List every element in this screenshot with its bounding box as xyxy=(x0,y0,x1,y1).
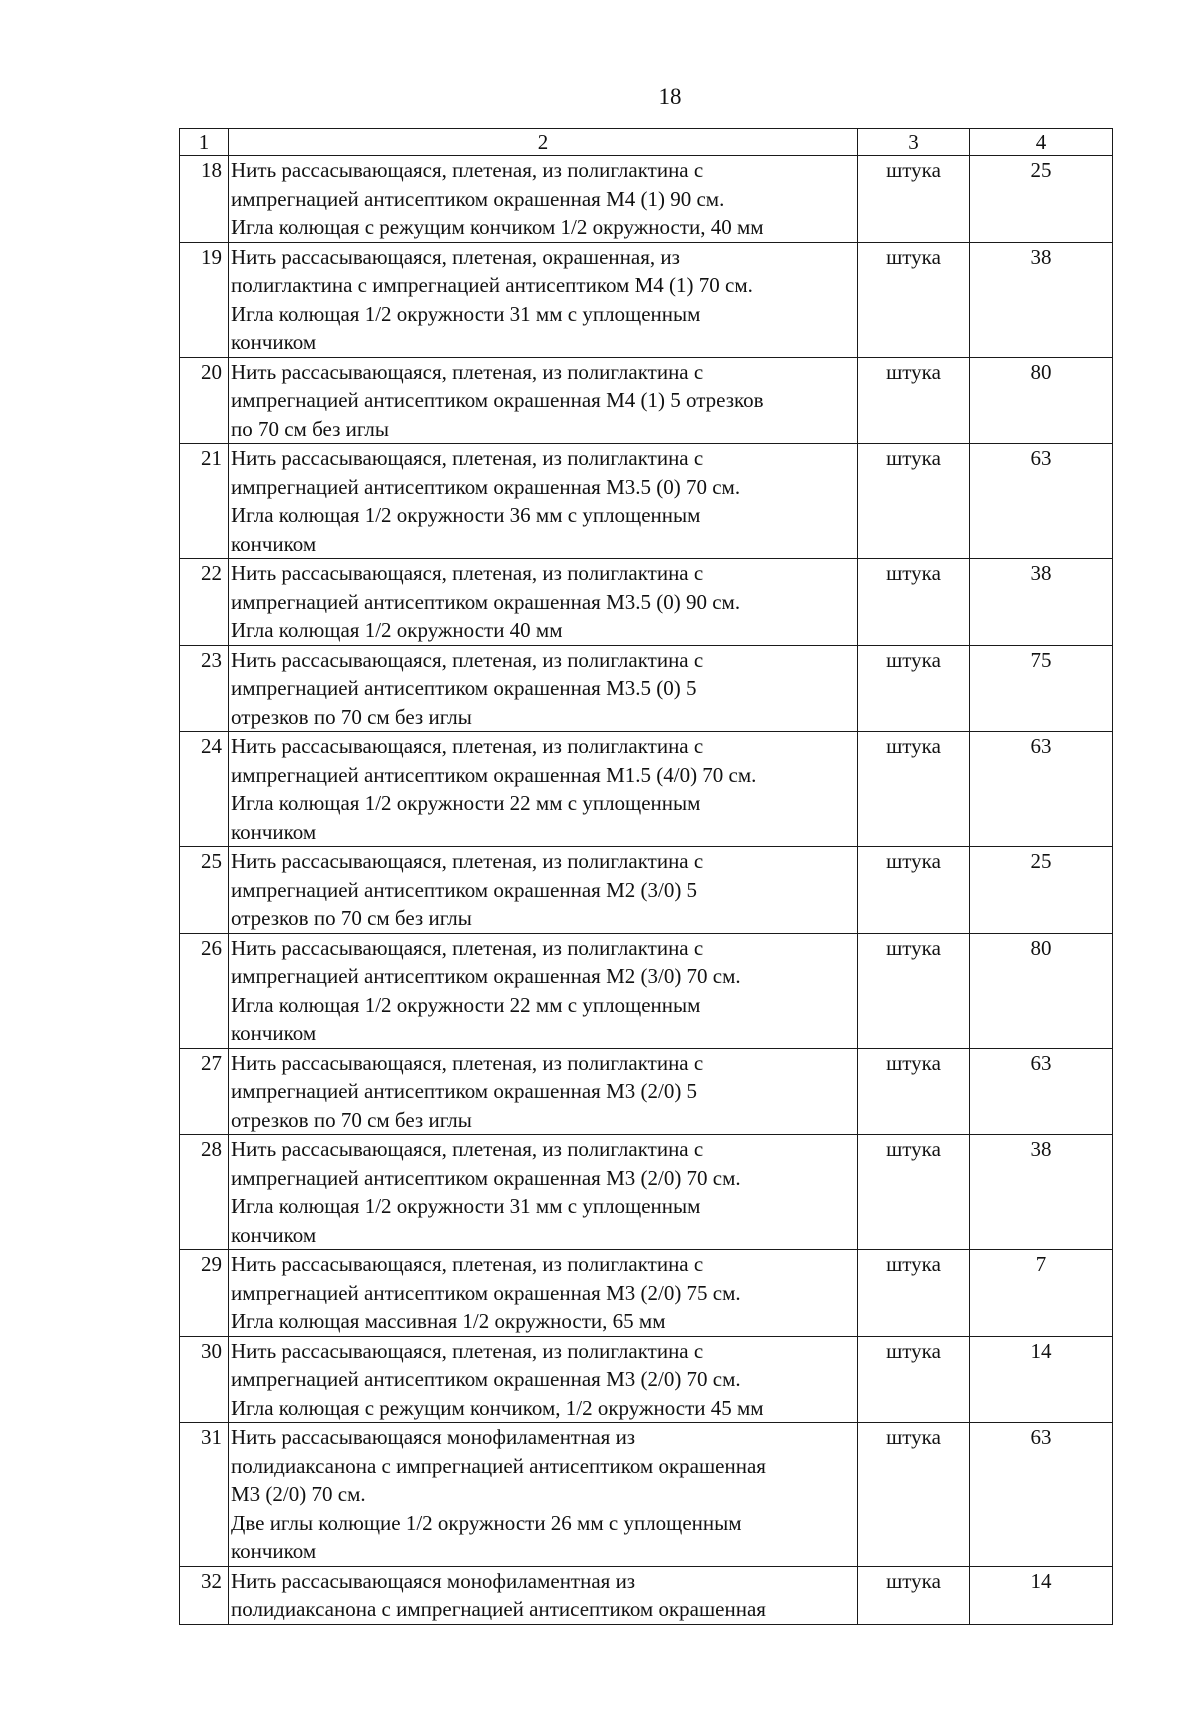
row-number-cell: 27 xyxy=(180,1048,229,1135)
table-row xyxy=(180,1048,1113,1135)
row-unit-cell: штука xyxy=(858,1135,970,1250)
row-description-cell: Нить рассасывающаяся, плетеная, из полиглактина с импрегнацией антисептиком окрашенная М3.5 (0) 70 см. Игла колющая 1/2 окружности 36 мм с уплощенным кончиком xyxy=(229,444,858,559)
table-row xyxy=(180,559,1113,646)
page-number: 18 xyxy=(658,84,682,109)
row-description-cell: Нить рассасывающаяся, плетеная, из полиглактина с импрегнацией антисептиком окрашенная М4 (1) 5 отрезков по 70 см без иглы xyxy=(229,357,858,444)
table-row xyxy=(180,847,1113,934)
row-unit-cell: штука xyxy=(858,357,970,444)
row-unit-cell: штука xyxy=(858,1336,970,1423)
row-unit-cell: штука xyxy=(858,1048,970,1135)
row-description-cell: Нить рассасывающаяся, плетеная, из полиглактина с импрегнацией антисептиком окрашенная М3 (2/0) 70 см. Игла колющая 1/2 окружности 31 мм с уплощенным кончиком xyxy=(229,1135,858,1250)
row-number-cell: 18 xyxy=(180,156,229,243)
row-quantity-cell: 14 xyxy=(970,1566,1113,1624)
row-unit-cell: штука xyxy=(858,645,970,732)
row-quantity-cell: 80 xyxy=(970,357,1113,444)
column-header-number: 1 xyxy=(180,129,229,156)
row-description-cell: Нить рассасывающаяся монофиламентная из полидиаксанона с импрегнацией антисептиком окрашенная М3 (2/0) 70 см. Две иглы колющие 1/2 окружности 26 мм с уплощенным кончиком xyxy=(229,1423,858,1567)
row-unit-cell: штука xyxy=(858,559,970,646)
row-description-cell: Нить рассасывающаяся, плетеная, из полиглактина с импрегнацией антисептиком окрашенная М2 (3/0) 5 отрезков по 70 см без иглы xyxy=(229,847,858,934)
row-quantity-cell: 80 xyxy=(970,933,1113,1048)
row-description-cell: Нить рассасывающаяся, плетеная, из полиглактина с импрегнацией антисептиком окрашенная М3 (2/0) 70 см. Игла колющая с режущим кончиком, 1/2 окружности 45 мм xyxy=(229,1336,858,1423)
row-unit-cell: штука xyxy=(858,1423,970,1567)
row-number-cell: 28 xyxy=(180,1135,229,1250)
column-header-description: 2 xyxy=(229,129,858,156)
table-row xyxy=(180,242,1113,357)
row-description-cell: Нить рассасывающаяся, плетеная, из полиглактина с импрегнацией антисептиком окрашенная М2 (3/0) 70 см. Игла колющая 1/2 окружности 22 мм с уплощенным кончиком xyxy=(229,933,858,1048)
row-unit-cell: штука xyxy=(858,242,970,357)
row-description-cell: Нить рассасывающаяся монофиламентная из полидиаксанона с импрегнацией антисептиком окрашенная xyxy=(229,1566,858,1624)
table-row xyxy=(180,1423,1113,1567)
specification-table xyxy=(179,128,1113,1625)
row-quantity-cell: 63 xyxy=(970,1048,1113,1135)
row-number-cell: 31 xyxy=(180,1423,229,1567)
row-number-cell: 20 xyxy=(180,357,229,444)
row-description-cell: Нить рассасывающаяся, плетеная, из полиглактина с импрегнацией антисептиком окрашенная М3 (2/0) 5 отрезков по 70 см без иглы xyxy=(229,1048,858,1135)
column-header-unit: 3 xyxy=(858,129,970,156)
row-quantity-cell: 14 xyxy=(970,1336,1113,1423)
row-number-cell: 26 xyxy=(180,933,229,1048)
row-number-cell: 32 xyxy=(180,1566,229,1624)
table-row xyxy=(180,1250,1113,1337)
row-description-cell: Нить рассасывающаяся, плетеная, из полиглактина с импрегнацией антисептиком окрашенная М3.5 (0) 5 отрезков по 70 см без иглы xyxy=(229,645,858,732)
row-description-cell: Нить рассасывающаяся, плетеная, из полиглактина с импрегнацией антисептиком окрашенная М1.5 (4/0) 70 см. Игла колющая 1/2 окружности 22 мм с уплощенным кончиком xyxy=(229,732,858,847)
row-description-cell: Нить рассасывающаяся, плетеная, окрашенная, из полиглактина с импрегнацией антисептиком М4 (1) 70 см. Игла колющая 1/2 окружности 31 мм с уплощенным кончиком xyxy=(229,242,858,357)
row-quantity-cell: 25 xyxy=(970,156,1113,243)
table-row xyxy=(180,1135,1113,1250)
row-quantity-cell: 7 xyxy=(970,1250,1113,1337)
row-quantity-cell: 63 xyxy=(970,1423,1113,1567)
table-row xyxy=(180,1336,1113,1423)
row-unit-cell: штука xyxy=(858,1566,970,1624)
row-unit-cell: штука xyxy=(858,444,970,559)
row-description-cell: Нить рассасывающаяся, плетеная, из полиглактина с импрегнацией антисептиком окрашенная М3.5 (0) 90 см. Игла колющая 1/2 окружности 40 мм xyxy=(229,559,858,646)
row-number-cell: 30 xyxy=(180,1336,229,1423)
row-quantity-cell: 63 xyxy=(970,444,1113,559)
row-quantity-cell: 75 xyxy=(970,645,1113,732)
table-row xyxy=(180,645,1113,732)
row-number-cell: 23 xyxy=(180,645,229,732)
row-quantity-cell: 63 xyxy=(970,732,1113,847)
table-row xyxy=(180,156,1113,243)
row-unit-cell: штука xyxy=(858,156,970,243)
row-number-cell: 21 xyxy=(180,444,229,559)
row-number-cell: 22 xyxy=(180,559,229,646)
row-description-cell: Нить рассасывающаяся, плетеная, из полиглактина с импрегнацией антисептиком окрашенная М3 (2/0) 75 см. Игла колющая массивная 1/2 окружности, 65 мм xyxy=(229,1250,858,1337)
row-unit-cell: штука xyxy=(858,933,970,1048)
row-description-cell: Нить рассасывающаяся, плетеная, из полиглактина с импрегнацией антисептиком окрашенная М4 (1) 90 см. Игла колющая с режущим кончиком 1/2 окружности, 40 мм xyxy=(229,156,858,243)
row-number-cell: 24 xyxy=(180,732,229,847)
table-row xyxy=(180,444,1113,559)
row-quantity-cell: 38 xyxy=(970,242,1113,357)
row-quantity-cell: 38 xyxy=(970,1135,1113,1250)
row-unit-cell: штука xyxy=(858,732,970,847)
table-row xyxy=(180,357,1113,444)
table-header-row xyxy=(180,129,1113,156)
row-number-cell: 25 xyxy=(180,847,229,934)
column-header-quantity: 4 xyxy=(970,129,1113,156)
row-number-cell: 19 xyxy=(180,242,229,357)
row-quantity-cell: 25 xyxy=(970,847,1113,934)
table-row xyxy=(180,1566,1113,1624)
table-row xyxy=(180,933,1113,1048)
row-number-cell: 29 xyxy=(180,1250,229,1337)
table-row xyxy=(180,732,1113,847)
row-quantity-cell: 38 xyxy=(970,559,1113,646)
row-unit-cell: штука xyxy=(858,1250,970,1337)
row-unit-cell: штука xyxy=(858,847,970,934)
